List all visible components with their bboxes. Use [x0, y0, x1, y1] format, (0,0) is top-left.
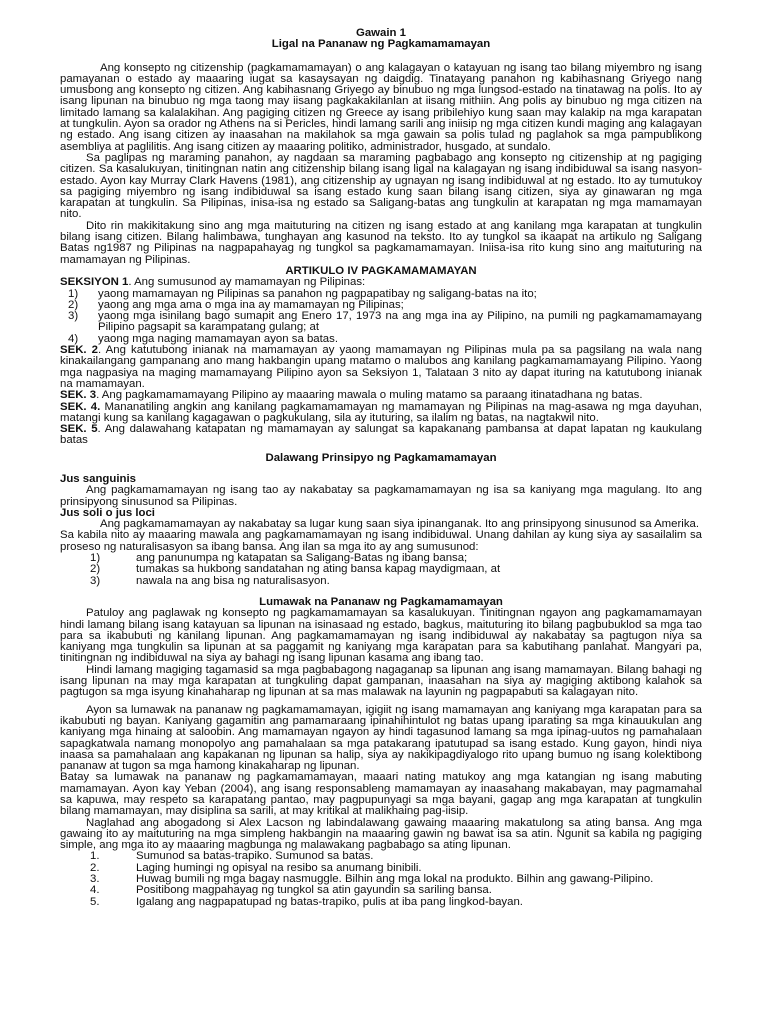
sek-3-label: SEK. 3: [60, 389, 97, 402]
list-item: [60, 885, 702, 896]
list-item-number: 1): [68, 287, 79, 300]
intro-paragraph-3: Dito rin makikitakung sino ang mga maituturing na citizen ng isang estado at ang kanilang mga karapatan at tungkulin bilang isang citizen. Bilang halimbawa, tunghayan ang kasunod na teksto. Ito ay tungkol sa ikaapat na artikulo ng Saligang Batas ng1987 ng Pilipinas na nagpapahayag ng tungkol sa pagkamamamayan. Iniisa-isa rito kung sino ang maituturing na mamamayan ng Pilipinas.: [60, 219, 702, 266]
list-item-text: Laging humingi ng opisyal na resibo sa anumang binibili.: [136, 861, 422, 874]
document-subtitle: Ligal na Pananaw ng Pagkamamamayan: [271, 38, 491, 51]
mawala-list: [60, 553, 702, 587]
seksiyon-1: [60, 277, 702, 288]
list-item-number: 3): [68, 310, 79, 323]
intro-paragraph-1: Ang konsepto ng citizenship (pagkamamamayan) o ang kalagayan o katayuan ng isang tao bilang miyembro ng isang pamayanan o estado ay maaaring iugat sa kasaysayan ng daigdig. Tinatayang panahon ng kabihasnang Griyego nang umusbong ang konsepto ng citizen. Ang kabihasnang Griyego ay binubuo ng mga lungsod-estado na tinatawag na polis. Ito ay isang lipunan na binubuo ng mga taong may iisang pagkakakilanlan at iisang mithiin. Ang polis ay binubuo ng mga citizen na limitado lamang sa kalalakihan. Ang pagiging citizen ng Greece ay isang pribilehiyo kung saan may kalakip na mga karapatan at tungkulin. Ayon sa orador ng Athens na si Pericles, hindi lamang sarili ang iniisip ng mga citizen kundi maging ang kalagayan ng estado. Ang isang citizen ay inaasahan na makilahok sa mga gawain sa polis tulad ng paglahok sa mga pampublikong asembliya at paglilitis. Ang isang citizen ay maaaring politiko, administrador, husgado, at sundalo.: [60, 61, 702, 153]
document-title: Gawain 1: [355, 27, 406, 39]
list-item-number: 1.: [90, 850, 100, 863]
list-item-text: Igalang ang nagpapatupad ng batas-trapiko, pulis at iba pang lingkod-bayan.: [136, 895, 523, 908]
prinsipyo-heading: Dalawang Prinsipyo ng Pagkamamamayan: [265, 451, 497, 464]
sek-5-label: SEK. 5: [60, 423, 98, 436]
jus-soli-text: Ang pagkamamamayan ay nakabatay sa lugar kung saan siya ipinanganak. Ito ang prinsipyong sinusunod sa Amerika.: [100, 518, 700, 531]
sek-2: [60, 345, 702, 390]
list-item-text: Positibong magpahayag ng tungkol sa atin gayundin sa sariling bansa.: [136, 884, 492, 897]
sek-4-text: Mananatiling angkin ang kanilang pagkamamamayan ng mamamayan ng Pilipinas na mag-asawa ng mga dayuhan, matangi kung sa kanilang kagagawan o pagkukulang, sila ay ituturing, sa ilalim ng batas, na nagtakwil nito.: [60, 400, 703, 424]
list-item-text: Sumunod sa batas-trapiko. Sumunod sa batas.: [136, 850, 374, 863]
list-item-number: 4): [68, 332, 79, 345]
lumawak-paragraph-5: Naglahad ang abogadong si Alex Lacson ng labindalawang gawaing maaaring makatulong sa ating bansa. Ang mga gawaing ito ay maituturing na mga simpleng hakbangin na maaaring gawin ng bawat isa sa atin. Ngunit sa kabila ng pagiging simple, ang mga ito ay maaaring magbunga ng malawakang pagbabago sa ating lipunan.: [60, 816, 702, 852]
lumawak-paragraph-3: Ayon sa lumawak na pananaw ng pagkamamamayan, igigiit ng isang mamamayan ang kaniyang mga karapatan para sa ikabubuti ng bayan. Kaniyang gagamitin ang pamamaraang ipinahihintulot ng batas upang iparating sa mga kinauukulan ang kaniyang mga hinaing at saloobin. Ang mamamayan ngayon ay hindi tagasunod lamang sa mga ipinag-uutos ng pamahalaan sapagkatwala namang monopolyo ang pamahalaan sa mga patakarang ipatutupad sa isang estado. Kung gayon, hindi niya inaasa sa pamahalaan ang kapakanan ng lipunan sa halip, siya ay nakikipagdiyalogo rito upang bumuo ng isang kolektibong pananaw at tugon sa mga hamong kinakaharap ng lipunan.: [60, 703, 702, 773]
list-item-text: nawala na ang bisa ng naturalisasyon.: [136, 574, 330, 587]
lumawak-paragraph-1: Patuloy ang paglawak ng konsepto ng pagkamamamayan sa kasalukuyan. Tinitingnan ngayon ang pagkamamamayan hindi lamang bilang isang katayuan sa lipunan na isinasaad ng estado, bagkus, maituturing ito bilang pagbubuklod sa mga tao para sa ikabubuti ng kanilang lipunan. Ang pagkamamamayan ng isang indibiduwal ay nakabatay sa pagtugon niya sa kaniyang mga tungkulin sa lipunan at sa paggamit ng kaniyang mga karapatan para sa kabutihang panlahat. Mangyari pa, tinitingnan ng indibiduwal na siya ay bahagi ng isang lipunan kasama ang ibang tao.: [60, 607, 702, 665]
list-item-text: tumakas sa hukbong sandatahan ng ating bansa kapag maydigmaan, at: [136, 563, 501, 576]
lacson-list: [60, 851, 702, 907]
artikulo-heading: ARTIKULO IV PAGKAMAMAMAYAN: [285, 264, 477, 277]
list-item-number: 5.: [90, 895, 100, 908]
list-item-number: 1): [90, 552, 101, 565]
sek-5-text: . Ang dalawahang katapatan ng mamamayan ay salungat sa kapakanang pambansa at dapat lapatan ng kaukulang batas: [60, 423, 702, 447]
list-item-text: yaong mga naging mamamayan ayon sa batas.: [98, 332, 338, 345]
list-item-text: ang panunumpa ng katapatan sa Saligang-Batas ng ibang bansa;: [136, 552, 468, 565]
jus-soli-label: Jus soli o jus loci: [60, 506, 155, 519]
list-item-text: yaong mga isinilang bago sumapit ang Enero 17, 1973 na ang mga ina ay Pilipino, na pumili ng pagkamamamayang Pilipino pagsapit sa karampatang gulang; at: [98, 310, 702, 334]
sek-2-text: . Ang katutubong inianak na mamamayan ay yaong mamamayan ng Pilipinas mula pa sa pagsilang na wala nang kinakailangang gampanang ano mang hakbangin upang matamo o malubos ang kanilang pagkamamamayang Pilipino. Yaong mga nagpasiya na maging mamamayang Pilipino ayon sa Seksiyon 1, Talataan 3 nito ay dapat ituring na katutubong inianak na mamamayan.: [60, 344, 703, 390]
jus-sanguinis-label: Jus sanguinis: [60, 472, 136, 485]
lumawak-heading: Lumawak na Pananaw ng Pagkamamamayan: [259, 595, 503, 608]
intro-paragraph-2: Sa paglipas ng maraming panahon, ay nagdaan sa maraming pagbabago ang konsepto ng citizenship at ng pagiging citizen. Sa kasalukuyan, tinitingnan natin ang citizenship bilang isang ligal na kalagayan ng isang indibiduwal sa isang nasyon-estado. Ayon kay Murray Clark Havens (1981), ang citizenship ay ugnayan ng isang indibiduwal at ng estado. Ito ay tumutukoy sa pagiging miyembro ng isang indibiduwal sa isang estado kung saan bilang isang citizen, siya ay ginawaran ng mga karapatan at tungkulin. Sa Pilipinas, inisa-isa ng estado sa Saligang-batas ang tungkulin at karapatan ng mga mamamayan nito.: [60, 151, 702, 221]
list-item: [60, 576, 702, 587]
seksiyon-1-list: [60, 289, 702, 345]
list-item: [60, 311, 702, 334]
seksiyon-1-label: SEKSIYON 1: [60, 276, 129, 289]
list-item: [60, 564, 702, 575]
list-item-number: 3): [90, 574, 101, 587]
sek-2-label: SEK. 2: [60, 344, 99, 357]
jus-sanguinis-text: Ang pagkamamamayan ng isang tao ay nakabatay sa pagkamamamayan ng isa sa kaniyang mga magulang. Ito ang prinsipyong sinusunod sa Pilipinas.: [60, 484, 702, 508]
spacer: [60, 464, 702, 474]
list-item: [60, 897, 702, 908]
sek-3-text: . Ang pagkamamamayang Pilipino ay maaaring mawala o muling matamo sa paraang itinatadhana ng batas.: [96, 389, 643, 402]
list-item-number: 2.: [90, 861, 100, 874]
list-item-text: yaong mamamayan ng Pilipinas sa panahon ng pagpapatibay ng saligang-batas na ito;: [98, 287, 537, 300]
list-item-number: 2): [90, 563, 101, 576]
list-item-text: yaong ang mga ama o mga ina ay mamamayan ng Pilipinas;: [98, 298, 404, 311]
list-item-number: 3.: [90, 873, 100, 886]
sek-5: [60, 424, 702, 447]
list-item-number: 4.: [90, 884, 100, 897]
sek-4-label: SEK. 4.: [60, 400, 101, 413]
lumawak-paragraph-4: Batay sa lumawak na pananaw ng pagkamamamayan, maaari nating matukoy ang mga katangian ng isang mabuting mamamayan. Ayon kay Yeban (2004), ang isang responsableng mamamayan ay inaasahang makabayan, may pagmamahal sa kapuwa, may respeto sa karapatang pantao, may pagpupunyagi sa mga bayani, gagap ang mga karapatan at tungkulin bilang mamamayan, may disiplina sa sarili, at may kritikal at malikhaing pag-iisip.: [60, 771, 702, 818]
mawala-paragraph: Sa kabila nito ay maaaring mawala ang pagkamamamayan ng isang indibiduwal. Unang dahilan ay kung siya ay sasailalim sa proseso ng naturalisasyon sa ibang bansa. Ang ilan sa mga ito ay ang sumusunod:: [60, 529, 702, 553]
seksiyon-1-text: . Ang sumusunod ay mamamayan ng Pilipinas:: [128, 276, 366, 289]
list-item-number: 2): [68, 298, 79, 311]
list-item-text: Huwag bumili ng mga bagay nasmuggle. Bilhin ang mga lokal na produkto. Bilhin ang gawang-Pilipino.: [136, 873, 654, 886]
lumawak-paragraph-2: Hindi lamang magiging tagamasid sa mga pagbabagong nagaganap sa lipunan ang isang mamamayan. Bilang bahagi ng isang lipunan na may mga karapatan at tungkuling dapat gampanan, inaasahan na siya ay magiging aktibong kalahok sa pagtugon sa mga isyung kinahaharap ng lipunan at sa mas malawak na layunin ng pagpapabuti sa kalagayan nito.: [60, 663, 702, 699]
sek-4: [60, 402, 702, 425]
